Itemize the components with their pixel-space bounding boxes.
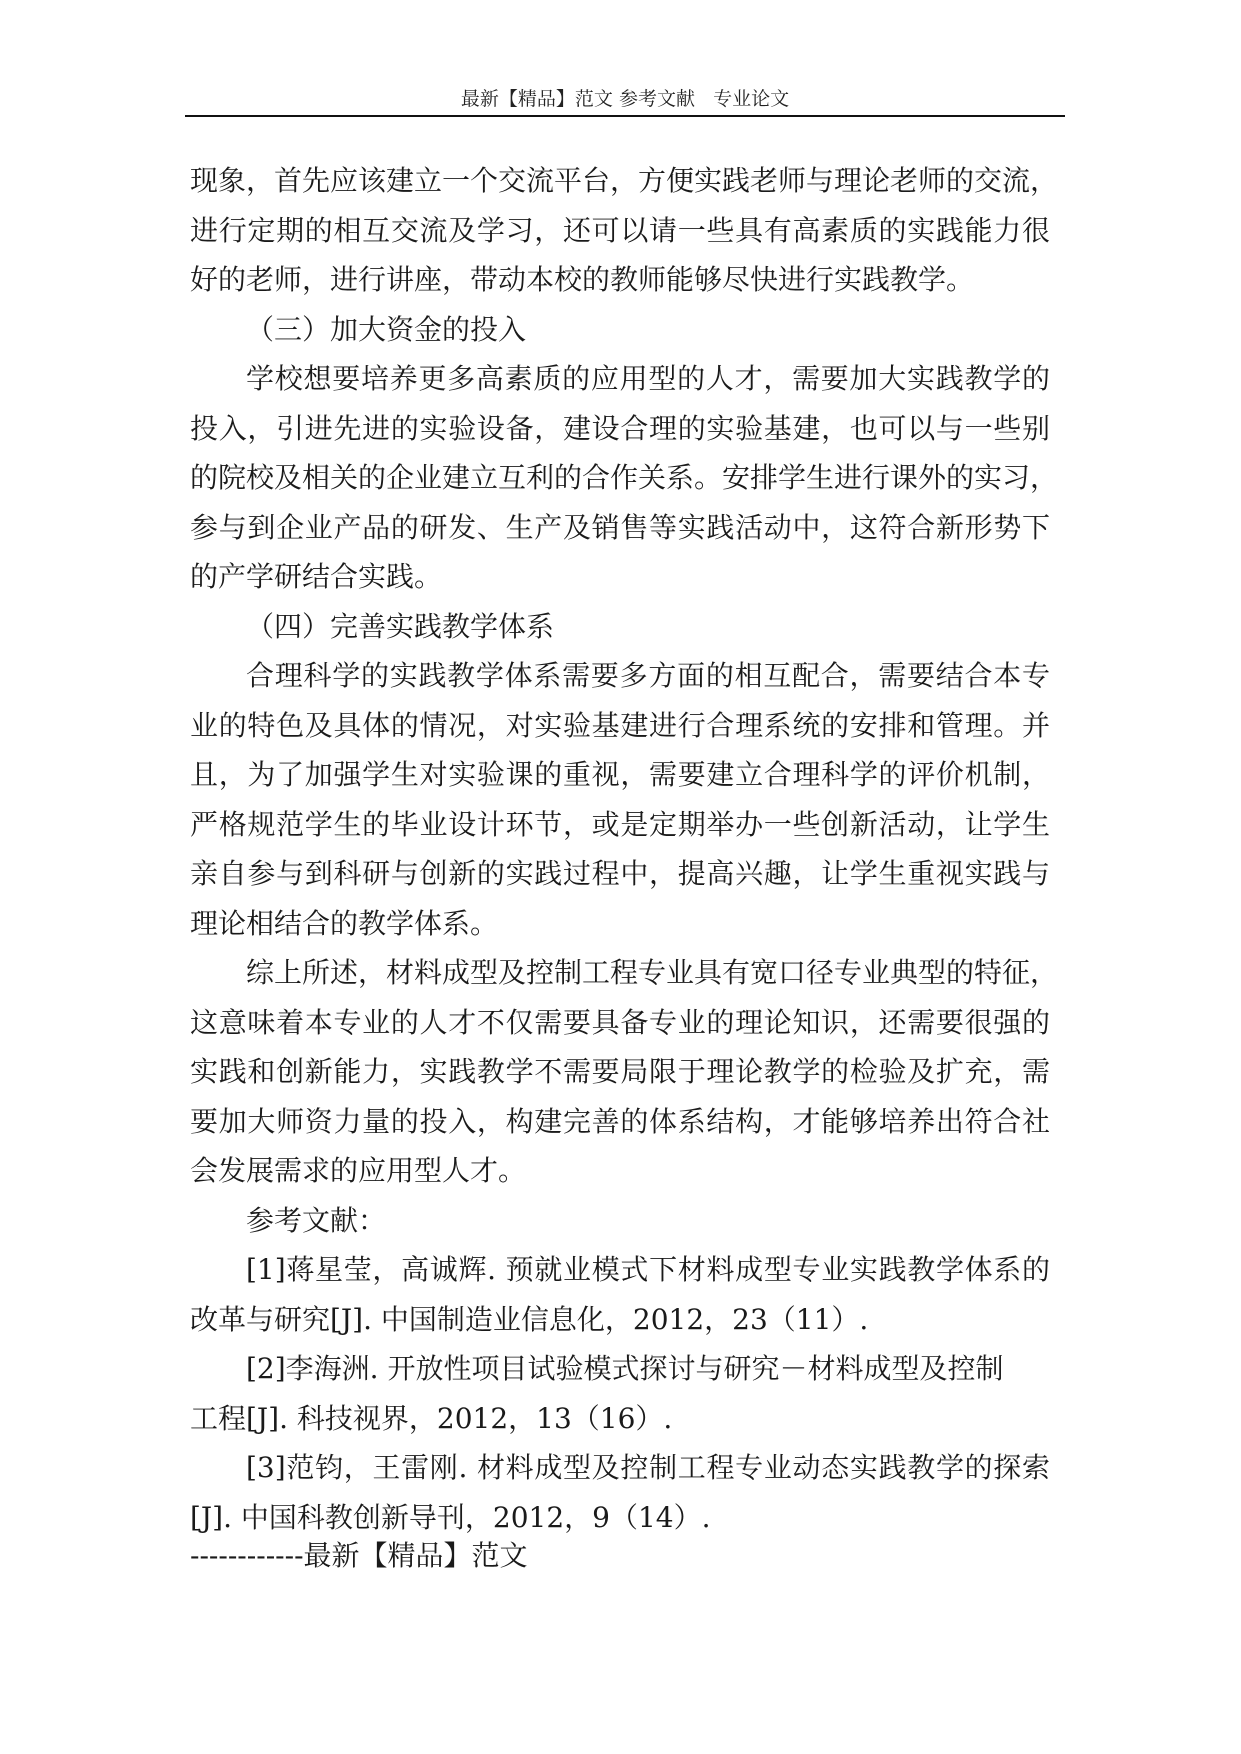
reference-item: [3]范钧，王雷刚. 材料成型及控制工程专业动态实践教学的探索 xyxy=(246,1451,1050,1484)
text-line: 的产学研结合实践。 xyxy=(190,560,443,593)
section-heading: （四）完善实践教学体系 xyxy=(246,609,555,643)
text-line: 的院校及相关的企业建立互利的合作关系。安排学生进行课外的实习， xyxy=(190,461,1059,494)
header-rule xyxy=(185,115,1065,117)
reference-item: [1]蒋星莹，高诚辉. 预就业模式下材料成型专业实践教学体系的 xyxy=(246,1253,1050,1286)
text-line: 会发展需求的应用型人才。 xyxy=(190,1154,527,1187)
page-footer: ------------最新【精品】范文 xyxy=(190,1539,528,1572)
page-header: 最新【精品】范文 参考文献 专业论文 xyxy=(460,88,790,110)
text-line: 参与到企业产品的研发、生产及销售等实践活动中，这符合新形势下 xyxy=(190,510,1050,544)
text-line: 现象，首先应该建立一个交流平台，方便实践老师与理论老师的交流， xyxy=(190,164,1059,197)
text-line: 学校想要培养更多高素质的应用型的人才，需要加大实践教学的 xyxy=(246,362,1050,395)
text-line: 进行定期的相互交流及学习，还可以请一些具有高素质的实践能力很 xyxy=(190,213,1050,247)
reference-item: 工程[J]. 科技视界，2012，13（16）. xyxy=(190,1401,673,1435)
text-line: 且，为了加强学生对实验课的重视，需要建立合理科学的评价机制， xyxy=(190,758,1050,791)
text-line: 要加大师资力量的投入，构建完善的体系结构，才能够培养出符合社 xyxy=(190,1104,1050,1138)
references-heading: 参考文献： xyxy=(246,1203,387,1237)
text-line: 合理科学的实践教学体系需要多方面的相互配合，需要结合本专 xyxy=(246,659,1050,692)
text-line: 理论相结合的教学体系。 xyxy=(190,906,499,940)
text-line: 好的老师，进行讲座，带动本校的教师能够尽快进行实践教学。 xyxy=(190,263,975,296)
reference-item: [2]李海洲. 开放性项目试验模式探讨与研究－材料成型及控制 xyxy=(246,1352,1004,1385)
section-heading: （三）加大资金的投入 xyxy=(246,312,527,346)
text-line: 亲自参与到科研与创新的实践过程中，提高兴趣，让学生重视实践与 xyxy=(190,857,1050,890)
reference-item: [J]. 中国科教创新导刊，2012，9（14）. xyxy=(190,1500,711,1534)
reference-item: 改革与研究[J]. 中国制造业信息化，2012，23（11）. xyxy=(190,1302,869,1336)
document-body xyxy=(190,156,1059,1542)
text-line: 投入，引进先进的实验设备，建设合理的实验基建，也可以与一些别 xyxy=(190,411,1050,445)
text-line: 这意味着本专业的人才不仅需要具备专业的理论知识，还需要很强的 xyxy=(190,1005,1050,1039)
text-line: 实践和创新能力，实践教学不需要局限于理论教学的检验及扩充，需 xyxy=(190,1055,1050,1088)
text-line: 业的特色及具体的情况，对实验基建进行合理系统的安排和管理。并 xyxy=(190,708,1050,742)
text-line: 严格规范学生的毕业设计环节，或是定期举办一些创新活动，让学生 xyxy=(190,807,1050,841)
text-line: 综上所述，材料成型及控制工程专业具有宽口径专业典型的特征， xyxy=(246,956,1059,989)
